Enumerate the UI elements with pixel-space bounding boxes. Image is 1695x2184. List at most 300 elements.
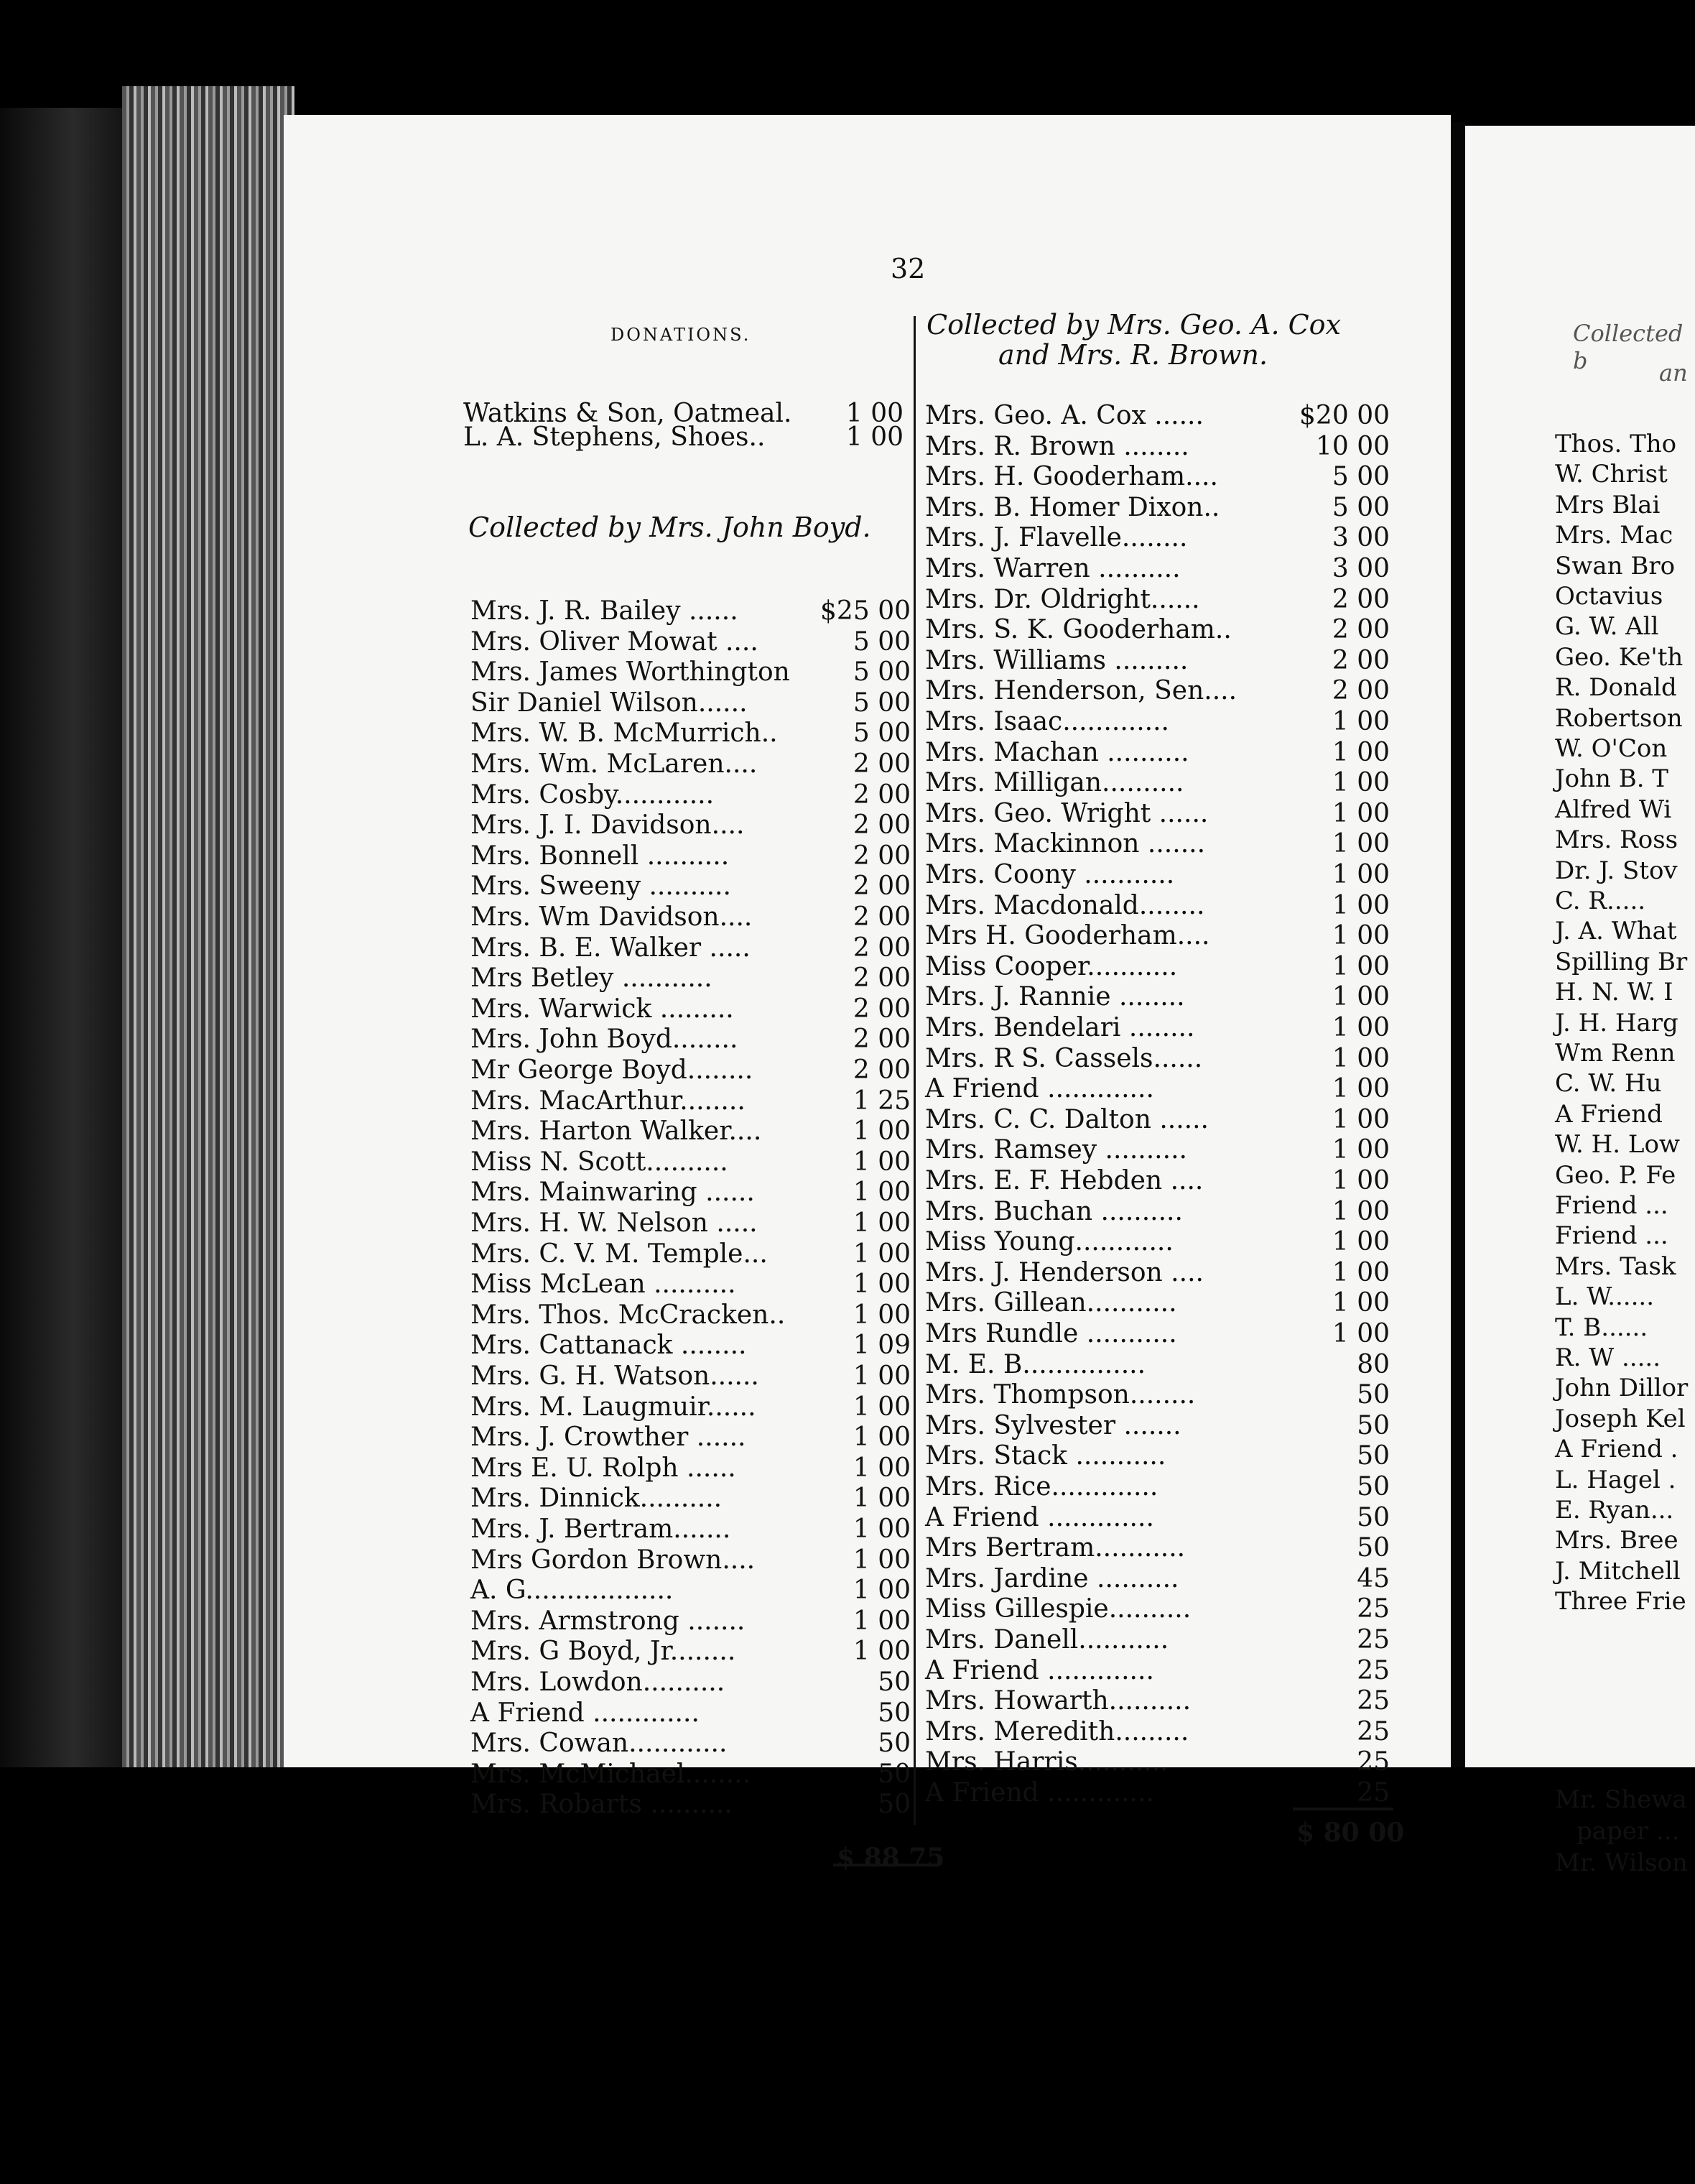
donation-amount: 1 00 — [853, 1300, 911, 1330]
donation-amount: 2 00 — [853, 994, 911, 1024]
donor-name: Mrs. Macdonald........ — [925, 890, 1205, 920]
donation-amount: 1 00 — [1332, 1196, 1390, 1226]
boyd-row — [470, 902, 911, 931]
donor-name: Mrs. Oliver Mowat .... — [470, 626, 758, 657]
donor-name: Mrs. J. I. Davidson.... — [470, 810, 745, 841]
donation-amount: 1 00 — [853, 1484, 911, 1514]
donor-name: Mrs. J. Rannie ........ — [925, 982, 1185, 1012]
donation-amount: 1 00 — [1332, 737, 1390, 767]
donation-amount: 50 — [878, 1729, 911, 1759]
boyd-row — [470, 810, 911, 839]
donation-amount: 50 — [878, 1759, 911, 1789]
next-page-line: R. W ..... — [1555, 1343, 1661, 1372]
next-page-line: Mrs. Mac — [1555, 521, 1673, 550]
boyd-row — [470, 1545, 911, 1574]
donation-amount: 25 — [1357, 1747, 1390, 1777]
boyd-row — [470, 1790, 911, 1818]
boyd-row — [470, 688, 911, 717]
boyd-row — [470, 1331, 911, 1359]
donation-amount: 3 00 — [1332, 554, 1390, 583]
donor-name: Mrs. Henderson, Sen.... — [925, 676, 1237, 706]
donor-name: Miss N. Scott.......... — [470, 1147, 728, 1177]
donation-amount: 1 00 — [1332, 1074, 1390, 1104]
cox-row — [925, 1594, 1390, 1623]
donation-amount: 50 — [1357, 1533, 1390, 1563]
donor-name: Mrs. Warren .......... — [925, 554, 1181, 583]
donor-name: Mrs. M. Laugmuir...... — [470, 1392, 756, 1422]
boyd-row — [470, 1575, 911, 1604]
cox-row — [925, 1717, 1390, 1746]
next-page-line: Geo. Ke'th — [1555, 642, 1684, 672]
cox-row — [925, 1288, 1390, 1317]
boyd-row — [470, 1086, 911, 1115]
cox-row — [925, 799, 1390, 828]
cox-row — [925, 462, 1390, 491]
book-shadow — [0, 1767, 1695, 2184]
donor-name: Mrs. G. H. Watson...... — [470, 1361, 759, 1391]
boyd-row — [470, 1453, 911, 1482]
donation-amount: 1 00 — [1332, 921, 1390, 951]
next-page-line: Mrs. Bree — [1555, 1526, 1678, 1555]
boyd-row — [470, 1759, 911, 1788]
donor-name: Mrs. J. Crowther ...... — [470, 1422, 746, 1453]
donor-name: Mrs. Buchan .......... — [925, 1196, 1183, 1226]
next-page-line: W. H. Low — [1555, 1130, 1681, 1160]
donor-name: Mrs. R. Brown ........ — [925, 431, 1189, 461]
donation-amount: 50 — [878, 1667, 911, 1697]
donation-amount: 1 00 — [853, 1606, 911, 1636]
next-page-line: J. A. What — [1555, 917, 1677, 946]
cox-row — [925, 921, 1390, 950]
donor-name: Mrs. Cosby............ — [470, 779, 715, 810]
boyd-row — [470, 1422, 911, 1451]
donor-name: Mrs. Thos. McCracken.. — [470, 1300, 786, 1330]
next-page-line: E. Ryan... — [1555, 1496, 1674, 1524]
donation-amount: 3 00 — [1332, 523, 1390, 553]
donor-name: Watkins & Son, Oatmeal. — [463, 399, 792, 428]
boyd-row — [470, 1024, 911, 1053]
next-page-line: W. Christ — [1555, 460, 1668, 489]
donor-name: Mrs. J. R. Bailey ...... — [470, 596, 738, 626]
donation-amount: 25 — [1357, 1594, 1390, 1624]
next-page-line: Friend ... — [1555, 1221, 1668, 1251]
next-page-heading-line1: Collected b — [1573, 320, 1684, 374]
donation-amount: 2 00 — [1332, 615, 1390, 645]
donor-name: A. G.................. — [470, 1575, 674, 1606]
boyd-row — [470, 1729, 911, 1757]
donor-name: Mrs. John Boyd........ — [470, 1024, 738, 1055]
cox-row — [925, 982, 1390, 1011]
boyd-row — [470, 1667, 911, 1696]
cox-row — [925, 1656, 1390, 1685]
cox-row — [925, 829, 1390, 858]
donor-name: Mrs Bertram........... — [925, 1533, 1186, 1563]
cox-total-rule — [1293, 1808, 1393, 1810]
donation-amount: 2 00 — [853, 1055, 911, 1085]
donation-amount: 1 00 — [1332, 707, 1390, 736]
donor-name: Mrs. Warwick ......... — [470, 994, 734, 1024]
donor-name: Mrs Rundle ........... — [925, 1319, 1177, 1348]
donation-amount: 80 — [1357, 1349, 1390, 1379]
boyd-row — [470, 1116, 911, 1145]
next-page-line: J. H. Harg — [1555, 1008, 1678, 1037]
donations-heading: DONATIONS. — [610, 325, 751, 345]
donation-amount: 5 00 — [1332, 492, 1390, 522]
cox-row — [925, 860, 1390, 889]
donor-name: Mrs. Machan .......... — [925, 737, 1189, 767]
boyd-row — [470, 1208, 911, 1237]
next-page-line: R. Donald — [1555, 673, 1677, 703]
donor-name: Mrs. Williams ......... — [925, 645, 1189, 675]
donation-amount: 1 00 — [1332, 1319, 1390, 1348]
donor-name: Mrs. S. K. Gooderham.. — [925, 615, 1232, 645]
boyd-total: $ 88 75 — [837, 1843, 945, 1873]
donor-name: Mrs. Geo. A. Cox ...... — [925, 401, 1204, 430]
donation-amount: 1 00 — [853, 1239, 911, 1269]
donation-amount: 50 — [1357, 1472, 1390, 1502]
boyd-row — [470, 1637, 911, 1665]
donation-amount: 2 00 — [853, 841, 911, 871]
donor-name: Mrs. H. Gooderham.... — [925, 462, 1218, 492]
donor-name: Mrs. Sylvester ....... — [925, 1410, 1181, 1440]
donor-name: Mrs. Dinnick.......... — [470, 1484, 723, 1514]
next-page-line: Friend ... — [1555, 1191, 1668, 1220]
donation-amount: 50 — [1357, 1410, 1390, 1440]
next-page-heading-line2: an — [1659, 359, 1688, 387]
donor-name: Mrs. Harton Walker.... — [470, 1116, 762, 1147]
donor-name: A Friend ............. — [925, 1655, 1154, 1685]
donation-amount: 2 00 — [853, 933, 911, 963]
boyd-row — [470, 1606, 911, 1635]
donation-amount: 1 00 — [1332, 768, 1390, 798]
next-page-line: Swan Bro — [1555, 551, 1676, 580]
next-page-line: L. Hagel . — [1555, 1465, 1676, 1494]
cox-row — [925, 585, 1390, 614]
donation-amount: $20 00 — [1299, 401, 1390, 430]
donor-name: Mrs. Armstrong ....... — [470, 1606, 746, 1636]
cox-row — [925, 1105, 1390, 1134]
donation-amount: 5 00 — [853, 718, 911, 749]
donation-amount: 1 00 — [1332, 951, 1390, 981]
cox-row — [925, 1564, 1390, 1593]
cox-row — [925, 1441, 1390, 1470]
donor-name: Mrs. Danell........... — [925, 1625, 1169, 1655]
next-page-line: H. N. W. I — [1555, 978, 1673, 1007]
donor-name: Mrs. Cattanack ........ — [470, 1331, 747, 1361]
donor-name: A Friend ............. — [925, 1074, 1154, 1104]
donor-name: Mrs. Wm Davidson.... — [470, 902, 753, 932]
donor-name: Mrs. Howarth.......... — [925, 1686, 1192, 1716]
donor-name: Mrs. H. W. Nelson ..... — [470, 1208, 758, 1238]
cox-row — [925, 1350, 1390, 1379]
donation-amount: 2 00 — [853, 902, 911, 932]
donor-name: Mrs. Mackinnon ....... — [925, 829, 1206, 859]
donation-amount: 2 00 — [853, 1024, 911, 1055]
cox-row — [925, 1747, 1390, 1776]
next-page-line: L. W...... — [1555, 1282, 1655, 1312]
boyd-row — [470, 718, 911, 747]
donation-amount: $25 00 — [820, 596, 911, 626]
boyd-row — [470, 1177, 911, 1206]
donation-amount: 1 25 — [853, 1086, 911, 1116]
cox-row — [925, 1686, 1390, 1715]
next-page-line: Mrs. Ross — [1555, 825, 1678, 855]
donation-amount: 1 00 — [1332, 829, 1390, 859]
donation-amount: 25 — [1357, 1655, 1390, 1685]
donation-amount: 1 00 — [845, 422, 904, 452]
donation-amount: 25 — [1357, 1686, 1390, 1716]
donor-name: Mrs. B. Homer Dixon.. — [925, 492, 1220, 522]
donation-amount: 1 00 — [1332, 1013, 1390, 1042]
donation-amount: 1 00 — [1332, 1166, 1390, 1195]
donation-amount: 25 — [1357, 1716, 1390, 1746]
cox-row — [925, 1197, 1390, 1226]
donor-name: Miss Gillespie.......... — [925, 1594, 1192, 1624]
donor-name: M. E. B............... — [925, 1349, 1146, 1379]
donation-amount: 25 — [1357, 1625, 1390, 1655]
donor-name: Mrs. C. V. M. Temple... — [470, 1239, 768, 1269]
cox-row — [925, 1411, 1390, 1440]
donation-amount: 1 00 — [1332, 1227, 1390, 1257]
cox-row — [925, 768, 1390, 797]
boyd-row — [470, 1361, 911, 1390]
next-page-line: John Dillor — [1555, 1374, 1689, 1403]
donation-amount: 1 00 — [853, 1269, 911, 1300]
donation-amount: 1 00 — [1332, 798, 1390, 828]
donation-amount: 5 00 — [1332, 462, 1390, 492]
donor-name: Mrs. Gillean........... — [925, 1288, 1177, 1318]
boyd-heading: Collected by Mrs. John Boyd. — [468, 512, 871, 543]
boyd-row — [470, 1055, 911, 1084]
donor-name: Miss Young............ — [925, 1227, 1174, 1257]
donation-amount: 50 — [878, 1790, 911, 1820]
next-page-line: Octavius — [1555, 582, 1663, 611]
donor-name: Mrs. C. C. Dalton ...... — [925, 1104, 1209, 1134]
donation-amount: 45 — [1357, 1563, 1390, 1593]
next-page-line: Three Frie — [1555, 1587, 1686, 1616]
donor-name: Sir Daniel Wilson...... — [470, 688, 748, 718]
donation-amount: 1 00 — [1332, 1043, 1390, 1073]
donor-name: Miss McLean .......... — [470, 1269, 736, 1300]
donation-amount: 50 — [1357, 1380, 1390, 1410]
donor-name: Mrs. Cowan............ — [470, 1729, 728, 1759]
cox-row — [925, 1472, 1390, 1501]
donation-amount: 5 00 — [853, 688, 911, 718]
cox-row — [925, 1258, 1390, 1287]
donor-name: Mrs. MacArthur........ — [470, 1086, 746, 1116]
next-page-line: A Friend — [1555, 1099, 1663, 1129]
donation-amount: 1 00 — [853, 1116, 911, 1147]
donor-name: Mrs. Sweeny .......... — [470, 871, 731, 902]
cox-row — [925, 1044, 1390, 1073]
donation-amount: 1 00 — [1332, 860, 1390, 889]
next-page-footer-line: paper ... — [1576, 1817, 1680, 1846]
donation-amount: 10 00 — [1315, 431, 1390, 461]
column-divider — [914, 316, 916, 1825]
cox-row — [925, 1778, 1390, 1807]
donation-amount: 1 00 — [1332, 1257, 1390, 1287]
donation-amount: 25 — [1357, 1778, 1390, 1808]
donation-amount: 1 00 — [845, 399, 904, 428]
next-page-line: T. B...... — [1555, 1313, 1648, 1342]
donor-name: Mrs H. Gooderham.... — [925, 921, 1210, 951]
boyd-row — [470, 1698, 911, 1727]
cox-row — [925, 1503, 1390, 1532]
donation-amount: 1 00 — [1332, 890, 1390, 920]
cox-row — [925, 891, 1390, 920]
donor-name: Mrs. Geo. Wright ...... — [925, 798, 1209, 828]
book-spine-dark — [0, 108, 122, 1782]
cox-row — [925, 1074, 1390, 1103]
cox-row — [925, 1625, 1390, 1654]
page-number: 32 — [891, 253, 926, 284]
next-page-line: Joseph Kel — [1555, 1404, 1686, 1433]
donation-amount: 50 — [1357, 1441, 1390, 1471]
donor-name: Mrs. G Boyd, Jr........ — [470, 1637, 736, 1667]
donation-amount: 50 — [1357, 1502, 1390, 1532]
donor-name: Mrs. Coony ........... — [925, 860, 1175, 889]
next-page-footer-line: Mr. Wilson — [1555, 1848, 1688, 1877]
donor-name: Mrs. Milligan.......... — [925, 768, 1184, 798]
boyd-row — [470, 841, 911, 870]
donor-name: Mrs. McMichael........ — [470, 1759, 751, 1789]
book-page-edges — [122, 86, 294, 1767]
boyd-row — [470, 596, 911, 625]
donor-name: Mrs. J. Henderson .... — [925, 1257, 1204, 1287]
donation-amount: 1 00 — [1332, 1104, 1390, 1134]
donor-name: Mrs Gordon Brown.... — [470, 1545, 756, 1575]
cox-heading-line2: and Mrs. R. Brown. — [998, 339, 1268, 371]
next-page-line: C. R..... — [1555, 887, 1646, 915]
donor-name: Mrs. Stack ........... — [925, 1441, 1166, 1471]
cox-row — [925, 952, 1390, 981]
donor-name: Mrs. Robarts .......... — [470, 1790, 733, 1820]
next-page-line: A Friend . — [1555, 1435, 1678, 1464]
cox-row — [925, 493, 1390, 522]
donation-amount: 2 00 — [1332, 584, 1390, 614]
boyd-row — [470, 1147, 911, 1176]
boyd-row — [470, 871, 911, 900]
cox-row — [925, 401, 1390, 430]
donation-amount: 1 00 — [1332, 1135, 1390, 1165]
cox-row — [925, 1135, 1390, 1164]
donation-amount: 1 00 — [853, 1514, 911, 1544]
donor-name: Mrs. Meredith......... — [925, 1716, 1189, 1746]
cox-row — [925, 554, 1390, 583]
next-page-line: J. Mitchell — [1555, 1556, 1681, 1586]
donation-amount: 1 00 — [853, 1361, 911, 1391]
next-page-line: Thos. Tho — [1555, 430, 1677, 458]
next-page-line: Mrs. Task — [1555, 1251, 1676, 1281]
donation-amount: 1 00 — [853, 1453, 911, 1483]
cox-row — [925, 523, 1390, 552]
boyd-row — [470, 1484, 911, 1512]
donor-name: Mr George Boyd........ — [470, 1055, 753, 1085]
donor-name: Miss Cooper........... — [925, 951, 1178, 981]
donation-amount: 2 00 — [853, 871, 911, 902]
donation-amount: 2 00 — [1332, 676, 1390, 706]
next-page-line: Wm Renn — [1555, 1039, 1676, 1068]
donor-name: Mrs. W. B. McMurrich.. — [470, 718, 778, 749]
cox-row — [925, 1533, 1390, 1562]
cox-row — [925, 738, 1390, 767]
cox-row — [925, 432, 1390, 461]
boyd-row — [470, 933, 911, 962]
donor-name: Mrs. Isaac............. — [925, 707, 1169, 736]
next-page-line: Mrs Blai — [1555, 490, 1661, 519]
donor-name: Mrs. Bonnell .......... — [470, 841, 730, 871]
donor-name: Mrs. Thompson........ — [925, 1380, 1196, 1410]
donation-amount: 2 00 — [853, 963, 911, 994]
next-page-line: Robertson — [1555, 703, 1683, 733]
donation-amount: 5 00 — [853, 657, 911, 688]
donation-amount: 50 — [878, 1698, 911, 1728]
boyd-row — [470, 749, 911, 778]
donation-amount: 1 09 — [853, 1331, 911, 1361]
cox-row — [925, 646, 1390, 675]
donation-amount: 1 00 — [1332, 982, 1390, 1012]
donation-amount: 2 00 — [853, 749, 911, 779]
donor-name: A Friend ............. — [470, 1698, 700, 1728]
donor-name: L. A. Stephens, Shoes.. — [463, 422, 766, 452]
donor-name: A Friend ............. — [925, 1778, 1154, 1808]
donation-amount: 1 00 — [853, 1637, 911, 1667]
donation-amount: 1 00 — [853, 1575, 911, 1606]
donation-row — [463, 422, 904, 451]
cox-row — [925, 676, 1390, 705]
cox-total: $ 80 00 — [1296, 1818, 1405, 1848]
next-page-line: Geo. P. Fe — [1555, 1160, 1676, 1190]
cox-row — [925, 1319, 1390, 1348]
boyd-row — [470, 1269, 911, 1298]
donor-name: Mrs. Ramsey .......... — [925, 1135, 1187, 1165]
boyd-row — [470, 994, 911, 1023]
page-gutter — [1451, 122, 1465, 1774]
donor-name: Mrs. Jardine .......... — [925, 1563, 1179, 1593]
donor-name: Mrs. E. F. Hebden .... — [925, 1166, 1204, 1195]
donor-name: Mrs E. U. Rolph ...... — [470, 1453, 736, 1483]
next-page-line: Dr. J. Stov — [1555, 856, 1678, 885]
donation-amount: 1 00 — [853, 1147, 911, 1177]
next-page-line: Alfred Wi — [1555, 795, 1672, 824]
cox-row — [925, 1380, 1390, 1409]
cox-heading-line1: Collected by Mrs. Geo. A. Cox — [927, 309, 1341, 341]
donation-amount: 1 00 — [853, 1177, 911, 1208]
next-page-footer-line: Mr. Shewa — [1555, 1785, 1687, 1814]
boyd-row — [470, 1514, 911, 1543]
next-page-line: G. W. All — [1555, 612, 1659, 642]
donation-amount: 2 00 — [853, 810, 911, 841]
donation-amount: 1 00 — [853, 1545, 911, 1575]
donor-name: Mrs. J. Flavelle........ — [925, 523, 1188, 553]
boyd-row — [470, 657, 911, 686]
donor-name: Mrs. Lowdon.......... — [470, 1667, 725, 1697]
donor-name: A Friend ............. — [925, 1502, 1154, 1532]
boyd-row — [470, 780, 911, 809]
donor-name: Mrs. Harris........... — [925, 1747, 1169, 1777]
boyd-row — [470, 963, 911, 992]
donation-amount: 1 00 — [853, 1208, 911, 1238]
cox-row — [925, 707, 1390, 736]
cox-row — [925, 1013, 1390, 1042]
donor-name: Mrs. R S. Cassels...... — [925, 1043, 1203, 1073]
donor-name: Mrs. B. E. Walker ..... — [470, 933, 751, 963]
donor-name: Mrs. Dr. Oldright...... — [925, 584, 1200, 614]
next-page-line: Spilling Br — [1555, 947, 1688, 976]
cox-row — [925, 615, 1390, 644]
donor-name: Mrs. Rice............. — [925, 1472, 1158, 1502]
donor-name: Mrs. Bendelari ........ — [925, 1013, 1195, 1042]
